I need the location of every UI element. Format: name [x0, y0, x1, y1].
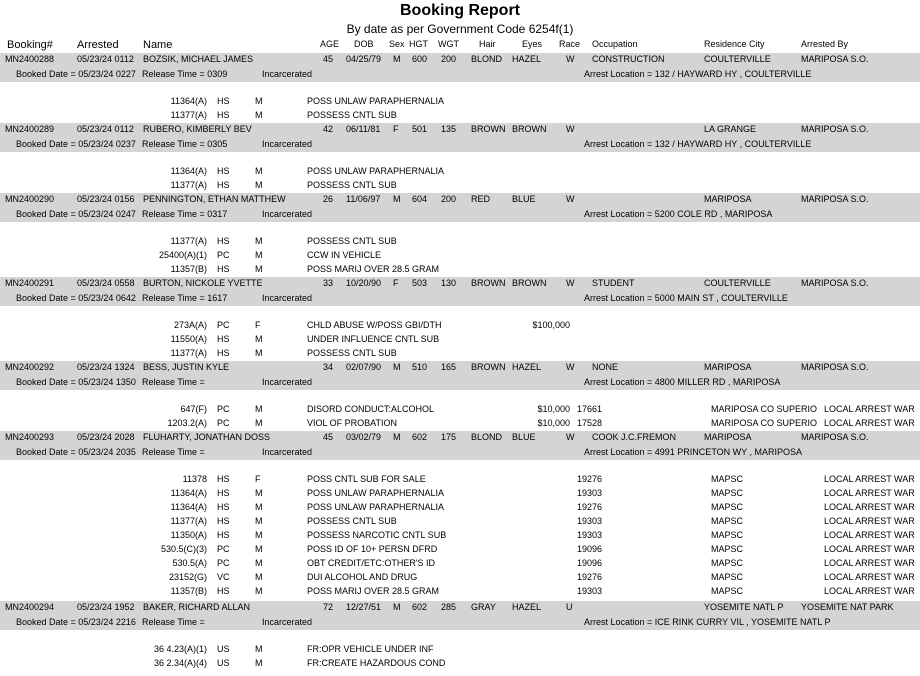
charge-level: M — [255, 236, 263, 246]
charge-code: 273A(A) — [173, 320, 207, 330]
charge-level: M — [255, 264, 263, 274]
height: 600 — [412, 54, 428, 64]
charge-description: POSS UNLAW PARAPHERNALIA — [307, 166, 445, 176]
arrest-location: Arrest Location = 5000 MAIN ST , COULTERVILLE — [584, 293, 788, 303]
charge-code: 36 2.34(A)(4) — [153, 658, 207, 668]
case-number: 17661 — [577, 404, 603, 414]
header-arrested: Arrested — [77, 39, 119, 51]
arrest-location: Arrest Location = 132 / HAYWARD HY , COULTERVILLE — [584, 139, 812, 149]
release-time: Release Time = 0317 — [142, 209, 228, 219]
bail-amount: $10,000 — [537, 418, 570, 428]
charge-type: PC — [217, 320, 230, 330]
report-title: Booking Report — [400, 2, 520, 19]
eye-color: BROWN — [512, 124, 547, 134]
charge-code: 11377(A) — [170, 236, 207, 246]
race: W — [566, 124, 575, 134]
charge-level: M — [255, 418, 263, 428]
report-subtitle: By date as per Government Code 6254f(1) — [346, 22, 574, 36]
sex: F — [393, 124, 399, 134]
charge-type: HS — [217, 96, 230, 106]
arrest-location: Arrest Location = 4991 PRINCETON WY , MARIPOSA — [584, 447, 802, 457]
eye-color: BROWN — [512, 278, 547, 288]
charge-description: DUI ALCOHOL AND DRUG — [307, 572, 418, 582]
dob: 04/25/79 — [346, 54, 382, 64]
charge-description: POSS UNLAW PARAPHERNALIA — [307, 488, 445, 498]
charge-description: FR:OPR VEHICLE UNDER INF — [307, 644, 434, 654]
booking-number: MN2400290 — [5, 194, 55, 204]
arrested-datetime: 05/23/24 2028 — [77, 432, 135, 442]
residence-city: COULTERVILLE — [704, 278, 771, 288]
sex: M — [393, 432, 401, 442]
occupation: COOK J.C.FREMON — [592, 432, 677, 442]
charge-description: POSSESS CNTL SUB — [307, 348, 397, 358]
arrest-location: Arrest Location = ICE RINK CURRY VIL , YOSEMITE NATL P — [584, 617, 831, 627]
court-name: MARIPOSA CO SUPERIO — [711, 404, 818, 414]
charge-code: 530.5(A) — [172, 558, 207, 568]
hair-color: BLOND — [471, 432, 503, 442]
charge-code: 11350(A) — [170, 530, 207, 540]
height: 501 — [412, 124, 428, 134]
charge-description: OBT CREDIT/ETC:OTHER'S ID — [307, 558, 436, 568]
arrested-by: YOSEMITE NAT PARK — [801, 602, 894, 612]
inmate-name: FLUHARTY, JONATHAN DOSS — [143, 432, 271, 442]
arrested-datetime: 05/23/24 0558 — [77, 278, 135, 288]
charge-type: HS — [217, 502, 230, 512]
court-name: MAPSC — [711, 558, 744, 568]
arrested-by: MARIPOSA S.O. — [801, 362, 869, 372]
charge-type: HS — [217, 474, 230, 484]
charge-type: HS — [217, 516, 230, 526]
court-name: MAPSC — [711, 488, 744, 498]
race: U — [566, 602, 573, 612]
warrant-type: LOCAL ARREST WAR — [824, 558, 915, 568]
charge-type: PC — [217, 250, 230, 260]
residence-city: COULTERVILLE — [704, 54, 771, 64]
inmate-name: BESS, JUSTIN KYLE — [143, 362, 230, 372]
arrest-location: Arrest Location = 5200 COLE RD , MARIPOSA — [584, 209, 773, 219]
booking-number: MN2400291 — [5, 278, 55, 288]
height: 510 — [412, 362, 428, 372]
arrested-by: MARIPOSA S.O. — [801, 278, 869, 288]
charge-description: POSSESS CNTL SUB — [307, 180, 397, 190]
court-name: MAPSC — [711, 474, 744, 484]
weight: 200 — [441, 194, 457, 204]
charge-type: US — [217, 658, 230, 668]
age: 34 — [323, 362, 334, 372]
case-number: 19276 — [577, 474, 603, 484]
case-number: 19276 — [577, 572, 603, 582]
custody-status: Incarcerated — [262, 377, 313, 387]
dob: 06/11/81 — [346, 124, 381, 134]
charge-code: 36 4.23(A)(1) — [153, 644, 207, 654]
occupation: STUDENT — [592, 278, 635, 288]
race: W — [566, 362, 575, 372]
charge-level: M — [255, 166, 263, 176]
hair-color: RED — [471, 194, 491, 204]
sex: M — [393, 362, 401, 372]
release-time: Release Time = — [142, 617, 205, 627]
age: 45 — [323, 54, 334, 64]
charge-level: M — [255, 250, 263, 260]
case-number: 17528 — [577, 418, 603, 428]
weight: 200 — [441, 54, 457, 64]
weight: 135 — [441, 124, 457, 134]
charge-description: POSS ID OF 10+ PERSN DFRD — [307, 544, 438, 554]
charge-code: 11364(A) — [170, 488, 207, 498]
charge-level: M — [255, 572, 263, 582]
warrant-type: LOCAL ARREST WAR — [824, 502, 915, 512]
charge-description: POSSESS CNTL SUB — [307, 236, 397, 246]
charge-code: 1203.2(A) — [167, 418, 207, 428]
booked-date: Booked Date = 05/23/24 0237 — [16, 139, 136, 149]
dob: 12/27/51 — [346, 602, 382, 612]
case-number: 19303 — [577, 488, 603, 498]
warrant-type: LOCAL ARREST WAR — [824, 516, 915, 526]
dob: 03/02/79 — [346, 432, 382, 442]
record-header-band — [0, 361, 920, 390]
residence-city: LA GRANGE — [704, 124, 757, 134]
charge-level: M — [255, 544, 263, 554]
charge-level: M — [255, 558, 263, 568]
header-sex: Sex — [389, 39, 405, 49]
booked-date: Booked Date = 05/23/24 0227 — [16, 69, 136, 79]
case-number: 19303 — [577, 516, 603, 526]
charge-code: 530.5(C)(3) — [160, 544, 207, 554]
warrant-type: LOCAL ARREST WAR — [824, 474, 915, 484]
custody-status: Incarcerated — [262, 447, 313, 457]
arrested-datetime: 05/23/24 0112 — [77, 54, 134, 64]
hair-color: BLOND — [471, 54, 503, 64]
inmate-name: PENNINGTON, ETHAN MATTHEW — [143, 194, 286, 204]
case-number: 19096 — [577, 558, 603, 568]
age: 42 — [323, 124, 334, 134]
charge-level: M — [255, 586, 263, 596]
charge-description: POSSESS CNTL SUB — [307, 516, 397, 526]
charge-level: M — [255, 530, 263, 540]
inmate-name: BURTON, NICKOLE YVETTE — [143, 278, 263, 288]
header-wgt: WGT — [438, 39, 459, 49]
charge-description: CCW IN VEHICLE — [307, 250, 382, 260]
charge-description: POSS MARIJ OVER 28.5 GRAM — [307, 264, 440, 274]
bail-amount: $100,000 — [532, 320, 570, 330]
charge-level: M — [255, 180, 263, 190]
header-hair: Hair — [479, 39, 496, 49]
charge-description: VIOL OF PROBATION — [307, 418, 398, 428]
eye-color: BLUE — [512, 194, 536, 204]
charge-type: HS — [217, 586, 230, 596]
arrested-by: MARIPOSA S.O. — [801, 432, 869, 442]
booked-date: Booked Date = 05/23/24 2216 — [16, 617, 136, 627]
arrest-location: Arrest Location = 132 / HAYWARD HY , COULTERVILLE — [584, 69, 812, 79]
charge-type: HS — [217, 180, 230, 190]
charge-level: M — [255, 516, 263, 526]
sex: M — [393, 54, 401, 64]
residence-city: MARIPOSA — [704, 194, 752, 204]
warrant-type: LOCAL ARREST WAR — [824, 586, 915, 596]
case-number: 19276 — [577, 502, 603, 512]
arrested-datetime: 05/23/24 0156 — [77, 194, 135, 204]
court-name: MAPSC — [711, 502, 744, 512]
arrested-by: MARIPOSA S.O. — [801, 194, 869, 204]
charge-description: DISORD CONDUCT:ALCOHOL — [307, 404, 435, 414]
record-header-band — [0, 193, 920, 222]
charge-code: 11364(A) — [170, 502, 207, 512]
height: 602 — [412, 432, 428, 442]
court-name: MARIPOSA CO SUPERIO — [711, 418, 818, 428]
charge-code: 11378 — [182, 474, 207, 484]
hair-color: BROWN — [471, 362, 506, 372]
residence-city: MARIPOSA — [704, 362, 752, 372]
charge-code: 647(F) — [180, 404, 207, 414]
dob: 10/20/90 — [346, 278, 382, 288]
booking-number: MN2400293 — [5, 432, 55, 442]
charge-level: M — [255, 502, 263, 512]
court-name: MAPSC — [711, 516, 744, 526]
arrested-by: MARIPOSA S.O. — [801, 124, 869, 134]
charge-level: M — [255, 334, 263, 344]
charge-type: HS — [217, 334, 230, 344]
charge-type: PC — [217, 418, 230, 428]
warrant-type: LOCAL ARREST WAR — [824, 404, 915, 414]
charge-description: POSS CNTL SUB FOR SALE — [307, 474, 426, 484]
warrant-type: LOCAL ARREST WAR — [824, 488, 915, 498]
hair-color: GRAY — [471, 602, 496, 612]
inmate-name: RUBERO, KIMBERLY BEV — [143, 124, 252, 134]
case-number: 19096 — [577, 544, 603, 554]
inmate-name: BAKER, RICHARD ALLAN — [143, 602, 251, 612]
hair-color: BROWN — [471, 124, 506, 134]
age: 72 — [323, 602, 334, 612]
dob: 02/07/90 — [346, 362, 382, 372]
charge-type: HS — [217, 348, 230, 358]
weight: 175 — [441, 432, 457, 442]
release-time: Release Time = 0309 — [142, 69, 228, 79]
header-residence-city: Residence City — [704, 39, 765, 49]
charge-level: M — [255, 96, 263, 106]
charge-type: HS — [217, 488, 230, 498]
occupation: CONSTRUCTION — [592, 54, 665, 64]
charge-description: POSSESS NARCOTIC CNTL SUB — [307, 530, 447, 540]
warrant-type: LOCAL ARREST WAR — [824, 572, 915, 582]
age: 33 — [323, 278, 334, 288]
charge-type: US — [217, 644, 230, 654]
charge-type: PC — [217, 558, 230, 568]
release-time: Release Time = 0305 — [142, 139, 228, 149]
inmate-name: BOZSIK, MICHAEL JAMES — [143, 54, 254, 64]
charge-code: 11364(A) — [170, 96, 207, 106]
header-name: Name — [143, 39, 173, 51]
race: W — [566, 278, 575, 288]
weight: 130 — [441, 278, 457, 288]
charge-level: F — [255, 474, 261, 484]
charge-type: HS — [217, 264, 230, 274]
charge-level: M — [255, 488, 263, 498]
header-arrested-by: Arrested By — [801, 39, 849, 49]
custody-status: Incarcerated — [262, 293, 313, 303]
eye-color: HAZEL — [512, 54, 542, 64]
charge-code: 11364(A) — [170, 166, 207, 176]
custody-status: Incarcerated — [262, 69, 313, 79]
booked-date: Booked Date = 05/23/24 0247 — [16, 209, 136, 219]
arrested-by: MARIPOSA S.O. — [801, 54, 869, 64]
height: 602 — [412, 602, 428, 612]
header-age: AGE — [320, 39, 340, 49]
height: 604 — [412, 194, 428, 204]
release-time: Release Time = — [142, 447, 205, 457]
booked-date: Booked Date = 05/23/24 0642 — [16, 293, 136, 303]
charge-type: PC — [217, 404, 230, 414]
header-booking: Booking# — [7, 39, 53, 51]
arrested-datetime: 05/23/24 0112 — [77, 124, 134, 134]
charge-code: 11357(B) — [170, 586, 207, 596]
charge-type: HS — [217, 530, 230, 540]
booked-date: Booked Date = 05/23/24 1350 — [16, 377, 136, 387]
charge-type: HS — [217, 236, 230, 246]
arrested-datetime: 05/23/24 1324 — [77, 362, 135, 372]
charge-description: UNDER INFLUENCE CNTL SUB — [307, 334, 440, 344]
charge-description: POSS MARIJ OVER 28.5 GRAM — [307, 586, 440, 596]
eye-color: HAZEL — [512, 602, 542, 612]
residence-city: MARIPOSA — [704, 432, 752, 442]
warrant-type: LOCAL ARREST WAR — [824, 530, 915, 540]
weight: 285 — [441, 602, 457, 612]
race: W — [566, 54, 575, 64]
header-dob: DOB — [354, 39, 374, 49]
warrant-type: LOCAL ARREST WAR — [824, 544, 915, 554]
charge-code: 11377(A) — [170, 516, 207, 526]
warrant-type: LOCAL ARREST WAR — [824, 418, 915, 428]
charge-level: M — [255, 110, 263, 120]
charge-description: POSSESS CNTL SUB — [307, 110, 397, 120]
eye-color: BLUE — [512, 432, 536, 442]
charge-type: HS — [217, 110, 230, 120]
charge-type: HS — [217, 166, 230, 176]
charge-code: 23152(G) — [168, 572, 207, 582]
occupation: NONE — [592, 362, 619, 372]
charge-description: POSS UNLAW PARAPHERNALIA — [307, 96, 445, 106]
charge-code: 25400(A)(1) — [158, 250, 207, 260]
race: W — [566, 194, 575, 204]
charge-code: 11357(B) — [170, 264, 207, 274]
booked-date: Booked Date = 05/23/24 2035 — [16, 447, 136, 457]
charge-description: FR:CREATE HAZARDOUS COND — [307, 658, 446, 668]
custody-status: Incarcerated — [262, 209, 313, 219]
booking-number: MN2400292 — [5, 362, 55, 372]
charge-type: PC — [217, 544, 230, 554]
charge-code: 11550(A) — [170, 334, 207, 344]
header-occupation: Occupation — [592, 39, 638, 49]
age: 26 — [323, 194, 334, 204]
custody-status: Incarcerated — [262, 139, 313, 149]
charge-level: M — [255, 658, 263, 668]
bail-amount: $10,000 — [537, 404, 570, 414]
sex: F — [393, 278, 399, 288]
charge-type: VC — [217, 572, 230, 582]
hair-color: BROWN — [471, 278, 506, 288]
eye-color: HAZEL — [512, 362, 542, 372]
charge-code: 11377(A) — [170, 348, 207, 358]
charge-level: M — [255, 404, 263, 414]
age: 45 — [323, 432, 334, 442]
charge-level: M — [255, 644, 263, 654]
height: 503 — [412, 278, 428, 288]
sex: M — [393, 602, 401, 612]
release-time: Release Time = 1617 — [142, 293, 228, 303]
charge-level: F — [255, 320, 261, 330]
booking-number: MN2400289 — [5, 124, 55, 134]
weight: 165 — [441, 362, 457, 372]
court-name: MAPSC — [711, 572, 744, 582]
court-name: MAPSC — [711, 544, 744, 554]
booking-number: MN2400294 — [5, 602, 55, 612]
custody-status: Incarcerated — [262, 617, 313, 627]
booking-number: MN2400288 — [5, 54, 55, 64]
court-name: MAPSC — [711, 530, 744, 540]
header-eyes: Eyes — [522, 39, 543, 49]
case-number: 19303 — [577, 530, 603, 540]
court-name: MAPSC — [711, 586, 744, 596]
sex: M — [393, 194, 401, 204]
residence-city: YOSEMITE NATL P — [704, 602, 784, 612]
race: W — [566, 432, 575, 442]
case-number: 19303 — [577, 586, 603, 596]
header-race: Race — [559, 39, 581, 49]
release-time: Release Time = — [142, 377, 205, 387]
charge-level: M — [255, 348, 263, 358]
charge-code: 11377(A) — [170, 180, 207, 190]
dob: 11/06/97 — [346, 194, 381, 204]
charge-description: POSS UNLAW PARAPHERNALIA — [307, 502, 445, 512]
header-hgt: HGT — [409, 39, 428, 49]
arrest-location: Arrest Location = 4800 MILLER RD , MARIPOSA — [584, 377, 781, 387]
charge-description: CHLD ABUSE W/POSS GBI/DTH — [307, 320, 442, 330]
arrested-datetime: 05/23/24 1952 — [77, 602, 135, 612]
charge-code: 11377(A) — [170, 110, 207, 120]
